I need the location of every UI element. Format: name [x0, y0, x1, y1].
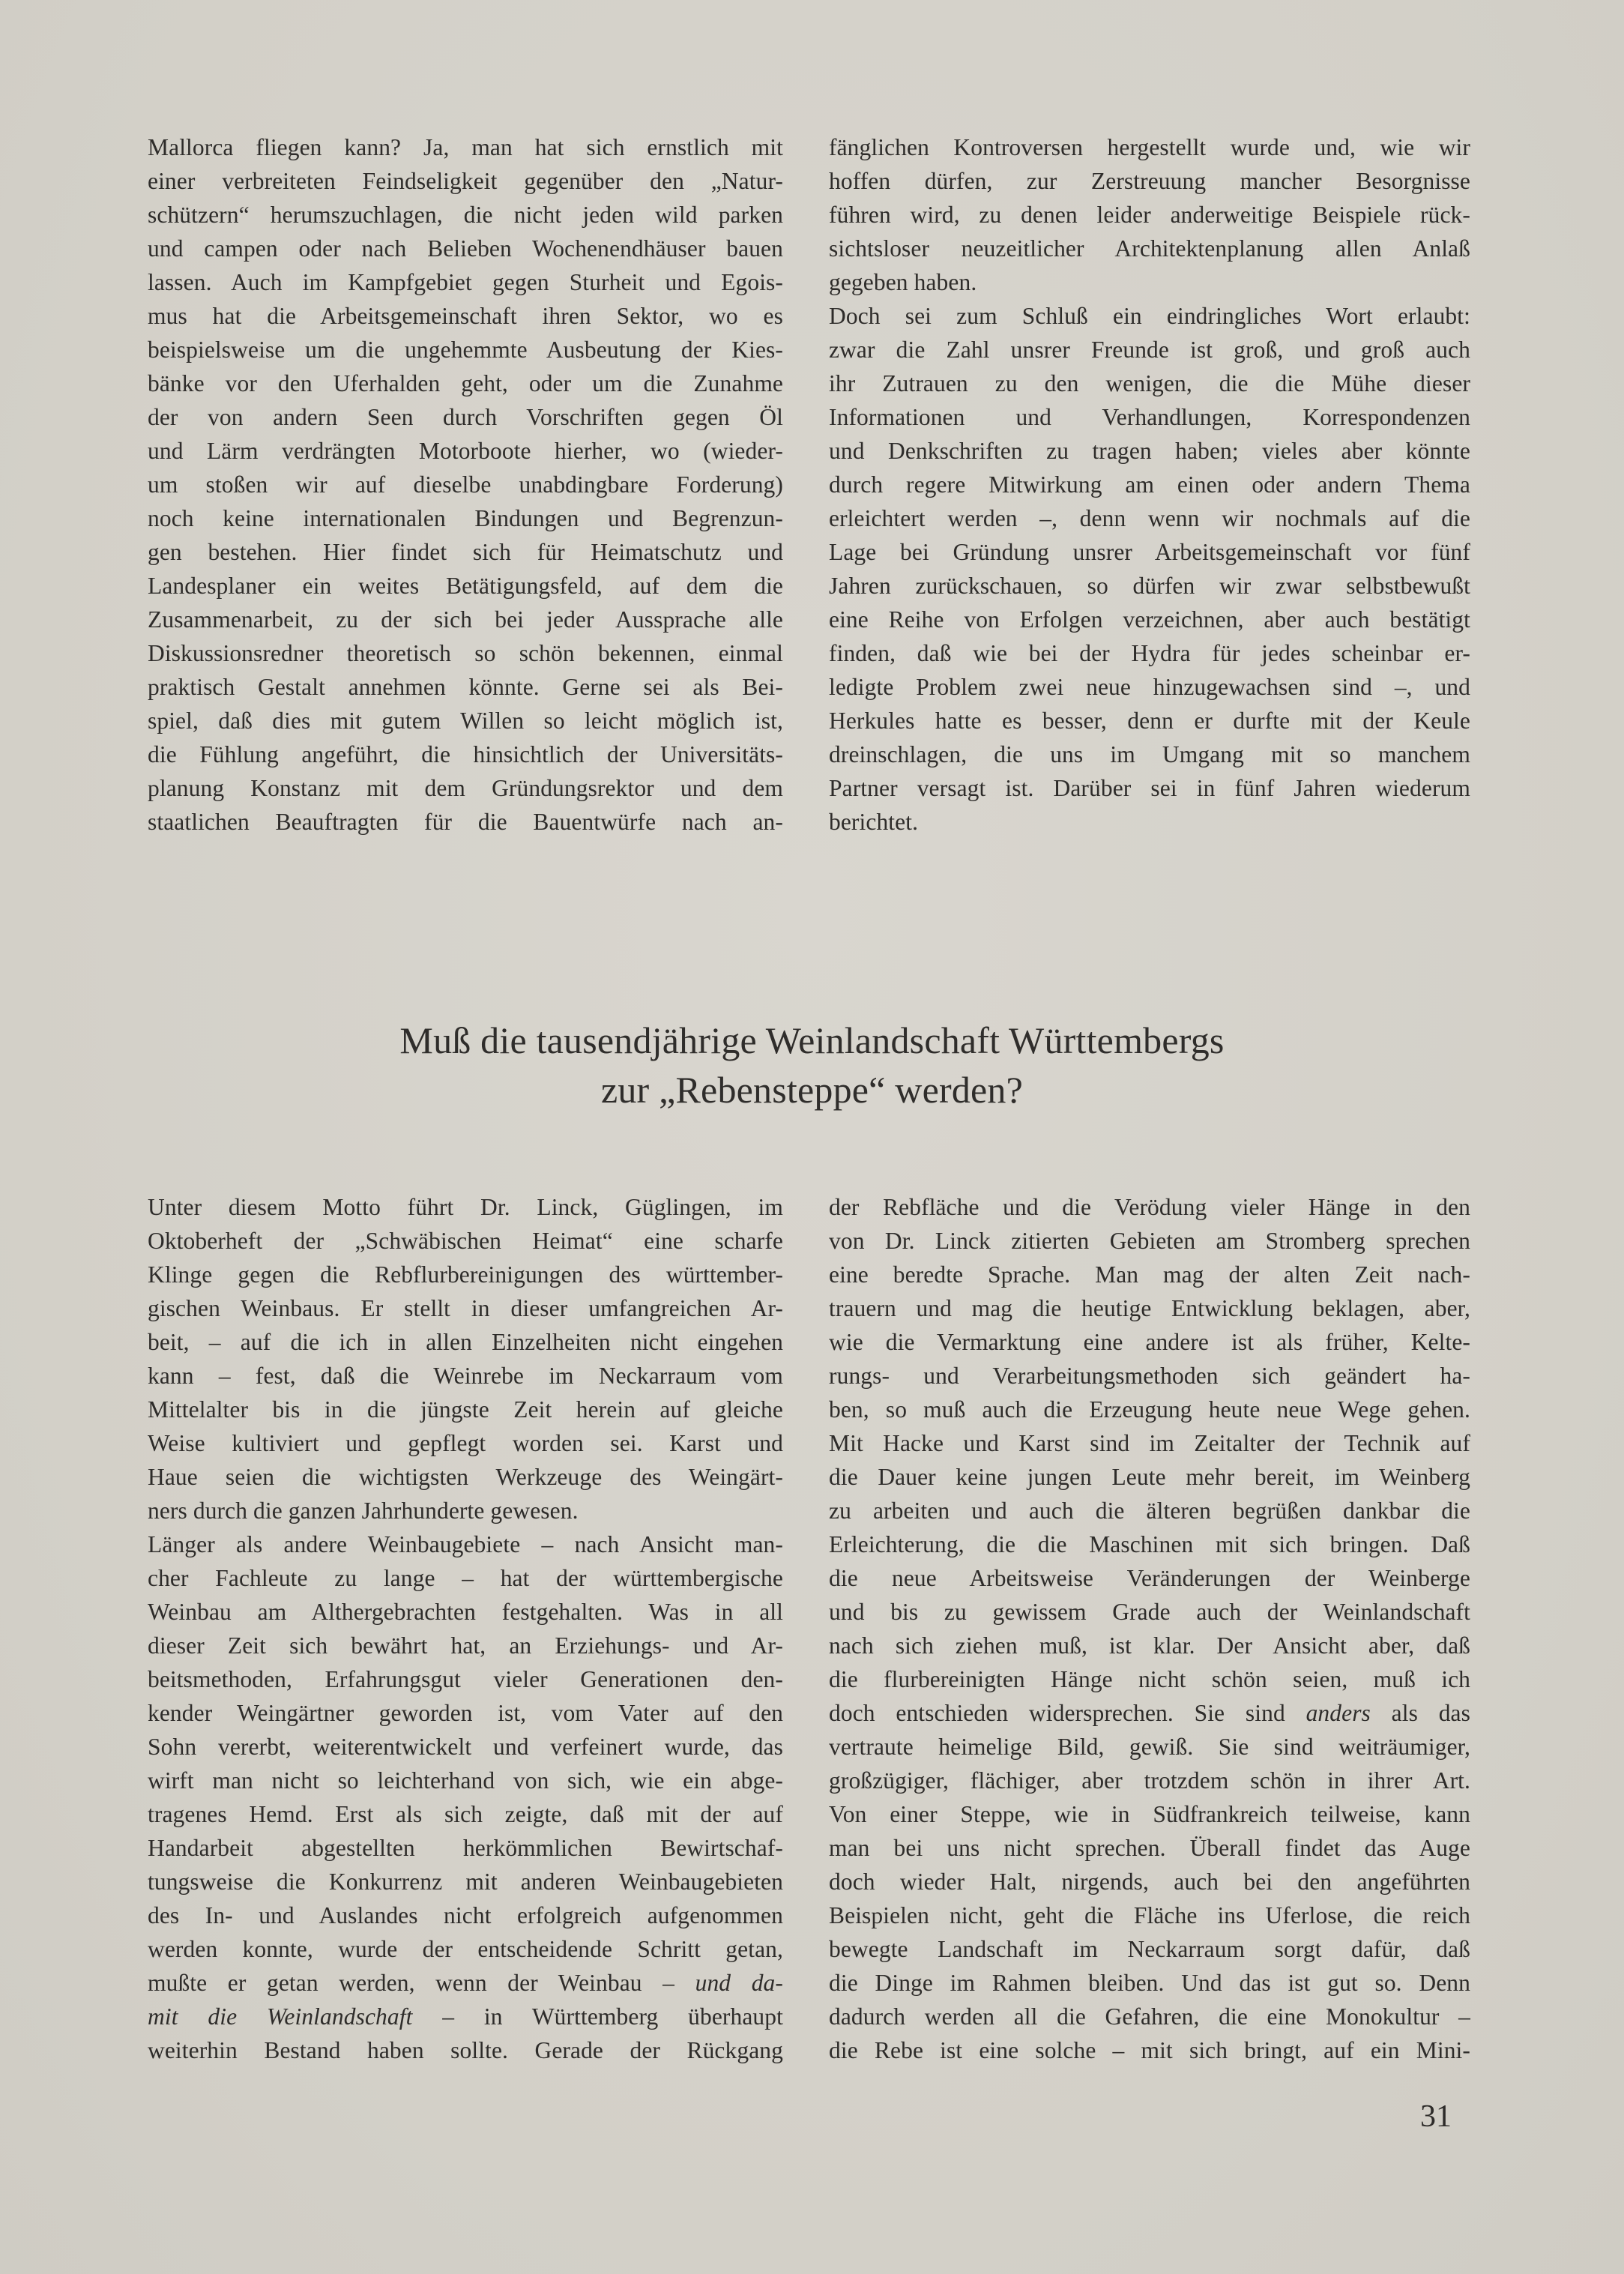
text-line: weiterhin Bestand haben sollte. Gerade der Rückgang: [148, 2037, 783, 2063]
text-line: kender Weingärtner geworden ist, vom Vater auf den: [148, 1700, 783, 1726]
text-line: Unter diesem Motto führt Dr. Linck, Güglingen, im: [148, 1194, 783, 1220]
text-line: trauern und mag die heutige Entwicklung beklagen, aber,: [829, 1295, 1470, 1321]
text-line: die Rebe ist eine solche – mit sich bringt, auf ein Mini-: [829, 2037, 1470, 2063]
text-line: fänglichen Kontroversen hergestellt wurde und, wie wir: [829, 134, 1470, 160]
text-line: Von einer Steppe, wie in Südfrankreich teilweise, kann: [829, 1801, 1470, 1827]
article-left-column: [148, 1190, 783, 2067]
text-line: sichtsloser neuzeitlicher Architektenplanung allen Anlaß: [829, 235, 1470, 262]
text-line: Diskussionsredner theoretisch so schön bekennen, einmal: [148, 640, 783, 666]
text-line: beit, – auf die ich in allen Einzelheiten nicht eingehen: [148, 1329, 783, 1355]
italic-emphasis: mit die Weinlandschaft: [148, 2003, 413, 2030]
text-line: die neue Arbeitsweise Veränderungen der Weinberge: [829, 1565, 1470, 1591]
text-line: Informationen und Verhandlungen, Korrespondenzen: [829, 404, 1470, 430]
text-line: eine Reihe von Erfolgen verzeichnen, aber auch bestätigt: [829, 606, 1470, 633]
text-line: die Fühlung angeführt, die hinsichtlich der Universitäts-: [148, 741, 783, 767]
text-line: praktisch Gestalt annehmen könnte. Gerne sei als Bei-: [148, 674, 783, 700]
text-line: beitsmethoden, Erfahrungsgut vieler Generationen den-: [148, 1666, 783, 1692]
text-line: Beispielen nicht, geht die Fläche ins Uferlose, die reich: [829, 1902, 1470, 1928]
text-line: beispielsweise um die ungehemmte Ausbeutung der Kies-: [148, 337, 783, 363]
text-line: führen wird, zu denen leider anderweitige Beispiele rück-: [829, 202, 1470, 228]
text-line: ihr Zutrauen zu den wenigen, die die Mühe dieser: [829, 370, 1470, 396]
text-line: bänke vor den Uferhalden geht, oder um die Zunahme: [148, 370, 783, 396]
text-line: dadurch werden all die Gefahren, die eine Monokultur –: [829, 2003, 1470, 2030]
text-line: schützern“ herumszuchlagen, die nicht jeden wild parken: [148, 202, 783, 228]
text-line: Weinbau am Althergebrachten festgehalten. Was in all: [148, 1599, 783, 1625]
text-line: und Lärm verdrängten Motorboote hierher, wo (wieder-: [148, 438, 783, 464]
text-line: staatlichen Beauftragten für die Bauentwürfe nach an-: [148, 809, 783, 835]
text-line: ben, so muß auch die Erzeugung heute neue Wege gehen.: [829, 1396, 1470, 1423]
text-line: dreinschlagen, die uns im Umgang mit so manchem: [829, 741, 1470, 767]
text-line: gegeben haben.: [829, 269, 977, 295]
text-line: [829, 1696, 1470, 1730]
text-line: Mit Hacke und Karst sind im Zeitalter der Technik auf: [829, 1430, 1470, 1456]
text-line: kann – fest, daß die Weinrebe im Neckarraum vom: [148, 1363, 783, 1389]
text-line: gischen Weinbaus. Er stellt in dieser umfangreichen Ar-: [148, 1295, 783, 1321]
text-line: die flurbereinigten Hänge nicht schön seien, muß ich: [829, 1666, 1470, 1692]
text-line: spiel, daß dies mit gutem Willen so leicht möglich ist,: [148, 708, 783, 734]
text-line: berichtet.: [829, 809, 919, 835]
text-line: wie die Vermarktung eine andere ist als früher, Kelte-: [829, 1329, 1470, 1355]
text-line: Partner versagt ist. Darüber sei in fünf Jahren wiederum: [829, 775, 1470, 801]
text-line: die Dinge im Rahmen bleiben. Und das ist gut so. Denn: [829, 1970, 1470, 1996]
article-title-line-2: zur „Rebensteppe“ werden?: [600, 1069, 1024, 1111]
text-line: werden konnte, wurde der entscheidende Schritt getan,: [148, 1936, 783, 1962]
text-line: erleichtert werden –, denn wenn wir nochmals auf die: [829, 505, 1470, 531]
text-line: und campen oder nach Belieben Wochenendhäuser bauen: [148, 235, 783, 262]
page-number: 31: [1420, 2099, 1452, 2134]
text-line: und Denkschriften zu tragen haben; vieles aber könnte: [829, 438, 1470, 464]
text-line: noch keine internationalen Bindungen und Begrenzun-: [148, 505, 783, 531]
text-line: doch wieder Halt, nirgends, auch bei den angeführten: [829, 1869, 1470, 1895]
text-line: Länger als andere Weinbaugebiete – nach Ansicht man-: [148, 1531, 783, 1557]
text-line: der von andern Seen durch Vorschriften gegen Öl: [148, 404, 783, 430]
text-line: Mallorca fliegen kann? Ja, man hat sich ernstlich mit: [148, 134, 783, 160]
text-fragment: – in Württemberg überhaupt: [442, 2003, 783, 2030]
italic-emphasis: anders: [1305, 1700, 1371, 1726]
text-line: tragenes Hemd. Erst als sich zeigte, daß mit der auf: [148, 1801, 783, 1827]
text-line: Erleichterung, die die Maschinen mit sich bringen. Daß: [829, 1531, 1470, 1557]
text-line: gen bestehen. Hier findet sich für Heimatschutz und: [148, 539, 783, 565]
text-line: Klinge gegen die Rebflurbereinigungen des württember-: [148, 1261, 783, 1288]
text-line: finden, daß wie bei der Hydra für jedes scheinbar er-: [829, 640, 1470, 666]
text-line: Doch sei zum Schluß ein eindringliches Wort erlaubt:: [829, 303, 1470, 329]
text-line: ledigte Problem zwei neue hinzugewachsen sind –, und: [829, 674, 1470, 700]
text-fragment: als das: [1391, 1700, 1470, 1726]
text-line: cher Fachleute zu lange – hat der württembergische: [148, 1565, 783, 1591]
text-line: Weise kultiviert und gepflegt worden sei. Karst und: [148, 1430, 783, 1456]
text-line: von Dr. Linck zitierten Gebieten am Stromberg sprechen: [829, 1228, 1470, 1254]
text-line: durch regere Mitwirkung am einen oder andern Thema: [829, 471, 1470, 498]
text-line: um stoßen wir auf dieselbe unabdingbare Forderung): [148, 471, 783, 498]
text-line: Jahren zurückschauen, so dürfen wir zwar selbstbewußt: [829, 573, 1470, 599]
text-line: Herkules hatte es besser, denn er durfte mit der Keule: [829, 708, 1470, 734]
text-line: planung Konstanz mit dem Gründungsrektor und dem: [148, 775, 783, 801]
text-line: zwar die Zahl unsrer Freunde ist groß, und groß auch: [829, 337, 1470, 363]
text-line: eine beredte Sprache. Man mag der alten Zeit nach-: [829, 1261, 1470, 1288]
text-line: nach sich ziehen muß, ist klar. Der Ansicht aber, daß: [829, 1632, 1470, 1659]
text-line: lassen. Auch im Kampfgebiet gegen Sturheit und Egois-: [148, 269, 783, 295]
text-fragment: doch entschieden widersprechen. Sie sind: [829, 1700, 1285, 1726]
top-right-column: [829, 130, 1470, 839]
text-line: großzügiger, flächiger, aber trotzdem schön in ihrer Art.: [829, 1767, 1470, 1794]
text-line: Zusammenarbeit, zu der sich bei jeder Aussprache alle: [148, 606, 783, 633]
text-line: die Dauer keine jungen Leute mehr bereit, im Weinberg: [829, 1464, 1470, 1490]
text-line: [148, 2000, 783, 2033]
text-line: der Rebfläche und die Verödung vieler Hänge in den: [829, 1194, 1470, 1220]
text-line: wirft man nicht so leichterhand von sich, wie ein abge-: [148, 1767, 783, 1794]
text-line: man bei uns nicht sprechen. Überall findet das Auge: [829, 1835, 1470, 1861]
text-line: Lage bei Gründung unsrer Arbeitsgemeinschaft vor fünf: [829, 539, 1470, 565]
text-line: ners durch die ganzen Jahrhunderte gewesen.: [148, 1498, 579, 1524]
text-line: Landesplaner ein weites Betätigungsfeld, auf dem die: [148, 573, 783, 599]
text-line: Haue seien die wichtigsten Werkzeuge des Weingärt-: [148, 1464, 783, 1490]
text-line: dieser Zeit sich bewährt hat, an Erziehungs- und Ar-: [148, 1632, 783, 1659]
top-left-column: [148, 130, 783, 839]
text-line: des In- und Auslandes nicht erfolgreich aufgenommen: [148, 1902, 783, 1928]
text-line: einer verbreiteten Feindseligkeit gegenüber den „Natur-: [148, 168, 783, 194]
text-line: Sohn vererbt, weiterentwickelt und verfeinert wurde, das: [148, 1734, 783, 1760]
text-line: bewegte Landschaft im Neckarraum sorgt dafür, daß: [829, 1936, 1470, 1962]
text-line: [148, 1966, 783, 2000]
text-line: und bis zu gewissem Grade auch der Weinlandschaft: [829, 1599, 1470, 1625]
text-line: tungsweise die Konkurrenz mit anderen Weinbaugebieten: [148, 1869, 783, 1895]
text-line: mus hat die Arbeitsgemeinschaft ihren Sektor, wo es: [148, 303, 783, 329]
text-line: Oktoberheft der „Schwäbischen Heimat“ eine scharfe: [148, 1228, 783, 1254]
italic-emphasis: und da-: [695, 1970, 783, 1996]
article-title-line-1: Muß die tausendjährige Weinlandschaft Württembergs: [399, 1019, 1225, 1061]
text-line: Mittelalter bis in die jüngste Zeit herein auf gleiche: [148, 1396, 783, 1423]
text-line: vertraute heimelige Bild, gewiß. Sie sind weiträumiger,: [829, 1734, 1470, 1760]
text-line: rungs- und Verarbeitungsmethoden sich geändert ha-: [829, 1363, 1470, 1389]
text-line: Handarbeit abgestellten herkömmlichen Bewirtschaf-: [148, 1835, 783, 1861]
text-line: hoffen dürfen, zur Zerstreuung mancher Besorgnisse: [829, 168, 1470, 194]
text-fragment: mußte er getan werden, wenn der Weinbau –: [148, 1970, 675, 1996]
text-line: zu arbeiten und auch die älteren begrüßen dankbar die: [829, 1498, 1470, 1524]
article-right-column: [829, 1190, 1470, 2067]
article-title: [0, 1016, 1624, 1115]
